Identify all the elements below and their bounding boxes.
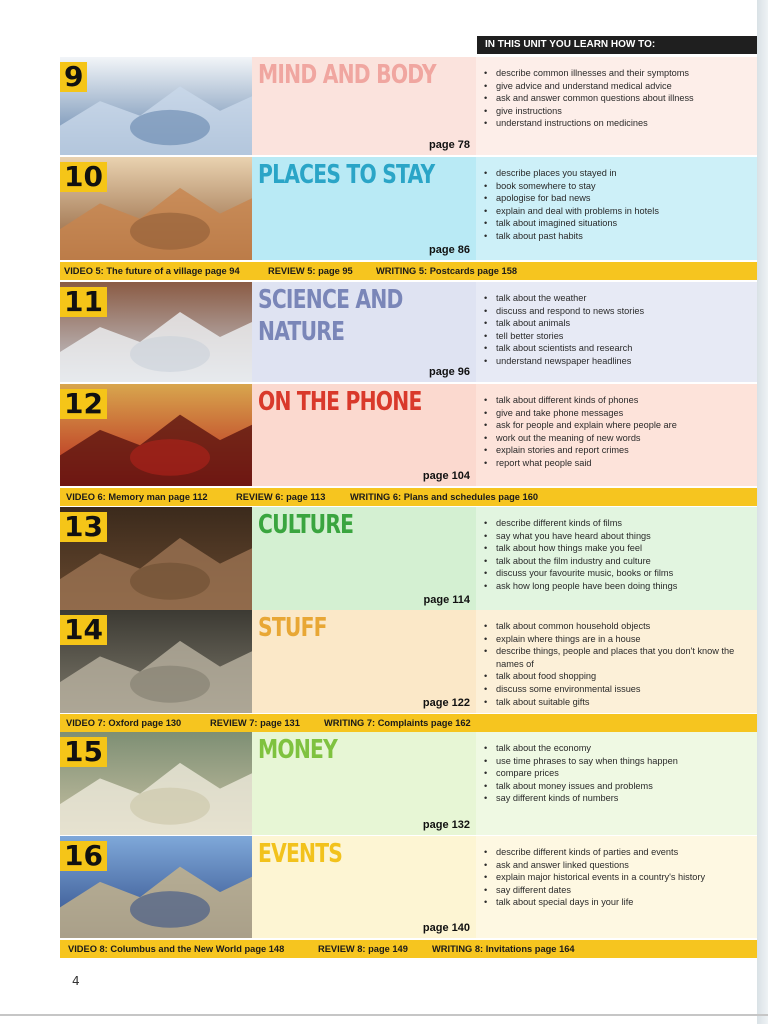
- video-ref: VIDEO 7: Oxford page 130: [66, 718, 182, 728]
- goal-item: • ask for people and explain where people are: [496, 419, 749, 432]
- unit-goals: [476, 282, 757, 382]
- unit-row-16: [60, 836, 757, 938]
- goal-item: • talk about food shopping: [496, 670, 749, 683]
- goal-item: • describe places you stayed in: [496, 167, 749, 180]
- unit-page-ref: page 104: [422, 470, 470, 482]
- goal-item: • talk about suitable gifts: [496, 696, 749, 709]
- goal-item: • describe different kinds of films: [496, 517, 749, 530]
- goals-list: [476, 610, 757, 708]
- video-ref: VIDEO 6: Memory man page 112: [66, 492, 208, 502]
- goal-item: • talk about different kinds of phones: [496, 394, 749, 407]
- goal-item: • understand newspaper headlines: [496, 355, 749, 368]
- unit-number: 11: [60, 287, 107, 317]
- goal-item: • talk about the film industry and culture: [496, 555, 749, 568]
- review-ref: REVIEW 5: page 95: [268, 266, 353, 276]
- unit-title: STUFF: [258, 613, 327, 643]
- goal-item: • talk about common household objects: [496, 620, 749, 633]
- unit-page-ref: page 132: [422, 819, 470, 831]
- goals-list: [476, 836, 757, 909]
- goal-item: • discuss and respond to news stories: [496, 305, 749, 318]
- goal-item: • talk about how things make you feel: [496, 542, 749, 555]
- goals-list: [476, 57, 757, 130]
- goal-item: • give instructions: [496, 105, 749, 118]
- goal-item: • talk about past habits: [496, 230, 749, 243]
- unit-row-12: [60, 384, 757, 486]
- unit-title-panel: [252, 610, 476, 713]
- goal-item: • work out the meaning of new words: [496, 432, 749, 445]
- goals-list: [476, 384, 757, 470]
- unit-number: 14: [60, 615, 107, 645]
- goal-item: • talk about money issues and problems: [496, 780, 749, 793]
- unit-page-ref: page 114: [423, 594, 470, 606]
- unit-page-ref: page 122: [422, 697, 470, 709]
- video-ref: VIDEO 5: The future of a village page 94: [64, 266, 240, 276]
- goal-item: • explain where things are in a house: [496, 633, 749, 646]
- goal-item: • discuss some environmental issues: [496, 683, 749, 696]
- unit-title: PLACES TO STAY: [258, 160, 435, 190]
- writing-ref: WRITING 5: Postcards page 158: [376, 266, 518, 276]
- unit-row-9: [60, 57, 757, 155]
- unit-page-ref: page 96: [429, 366, 470, 378]
- unit-title-panel: [252, 157, 476, 260]
- unit-title-panel: [252, 384, 476, 486]
- writing-ref: WRITING 8: Invitations page 164: [432, 944, 575, 954]
- unit-number: 15: [60, 737, 107, 767]
- goal-item: • say what you have heard about things: [496, 530, 749, 543]
- unit-number: 13: [60, 512, 107, 542]
- goal-item: • talk about imagined situations: [496, 217, 749, 230]
- unit-title-panel: [252, 282, 476, 382]
- goal-item: • give and take phone messages: [496, 407, 749, 420]
- unit-title: EVENTS: [258, 839, 343, 869]
- unit-title-panel: [252, 732, 476, 835]
- video-review-writing-strip: [60, 262, 757, 280]
- review-ref: REVIEW 8: page 149: [318, 944, 408, 954]
- unit-goals: [476, 610, 757, 713]
- goal-item: • talk about special days in your life: [496, 896, 749, 909]
- unit-row-11: [60, 282, 757, 382]
- goal-item: • talk about the weather: [496, 292, 749, 305]
- unit-title: MIND AND BODY: [258, 60, 436, 90]
- unit-page-ref: page 140: [422, 922, 470, 934]
- unit-number: 10: [60, 162, 107, 192]
- goal-item: • book somewhere to stay: [496, 180, 749, 193]
- unit-title: CULTURE: [258, 510, 354, 540]
- writing-ref: WRITING 7: Complaints page 162: [324, 718, 471, 728]
- unit-number: 16: [60, 841, 107, 871]
- goal-item: • compare prices: [496, 767, 749, 780]
- unit-title-panel: [252, 836, 476, 938]
- goal-item: • describe different kinds of parties and events: [496, 846, 749, 859]
- goal-item: • describe things, people and places that you don't know the names of: [496, 645, 749, 670]
- unit-goals: [476, 507, 757, 610]
- goal-item: • say different dates: [496, 884, 749, 897]
- unit-goals-header: IN THIS UNIT YOU LEARN HOW TO:: [477, 36, 757, 54]
- goal-item: • explain major historical events in a country's history: [496, 871, 749, 884]
- goal-item: • talk about scientists and research: [496, 342, 749, 355]
- goal-item: • explain and deal with problems in hotels: [496, 205, 749, 218]
- review-ref: REVIEW 7: page 131: [210, 718, 300, 728]
- unit-title: MONEY: [258, 735, 338, 765]
- unit-goals: [476, 57, 757, 155]
- unit-title: SCIENCE AND NATURE: [258, 285, 403, 347]
- unit-goals: [476, 836, 757, 938]
- unit-page-ref: page 86: [429, 244, 470, 256]
- goals-list: [476, 507, 757, 593]
- goal-item: • discuss your favourite music, books or films: [496, 567, 749, 580]
- goal-item: • ask how long people have been doing things: [496, 580, 749, 593]
- video-ref: VIDEO 8: Columbus and the New World page 148: [68, 944, 285, 954]
- goal-item: • understand instructions on medicines: [496, 117, 749, 130]
- unit-goals: [476, 384, 757, 486]
- goal-item: • say different kinds of numbers: [496, 792, 749, 805]
- page-edge: [757, 0, 768, 1024]
- goals-list: [476, 732, 757, 805]
- unit-goals: [476, 157, 757, 260]
- goal-item: • tell better stories: [496, 330, 749, 343]
- review-ref: REVIEW 6: page 113: [236, 492, 326, 502]
- goal-item: • ask and answer linked questions: [496, 859, 749, 872]
- goal-item: • give advice and understand medical advice: [496, 80, 749, 93]
- unit-row-14: [60, 610, 757, 713]
- unit-title-panel: [252, 57, 476, 155]
- footer-rule: [0, 1014, 768, 1016]
- unit-row-15: [60, 732, 757, 835]
- goals-list: [476, 282, 757, 368]
- video-review-writing-strip: [60, 714, 757, 732]
- unit-title: ON THE PHONE: [258, 387, 422, 417]
- video-review-writing-strip: [60, 488, 757, 506]
- unit-page-ref: page 78: [429, 139, 470, 151]
- goal-item: • apologise for bad news: [496, 192, 749, 205]
- unit-number: 9: [60, 62, 87, 92]
- unit-row-13: [60, 507, 757, 610]
- goal-item: • describe common illnesses and their symptoms: [496, 67, 749, 80]
- goal-item: • use time phrases to say when things happen: [496, 755, 749, 768]
- unit-photo: [60, 57, 252, 155]
- goal-item: • report what people said: [496, 457, 749, 470]
- unit-number: 12: [60, 389, 107, 419]
- goal-item: • talk about the economy: [496, 742, 749, 755]
- writing-ref: WRITING 6: Plans and schedules page 160: [350, 492, 539, 502]
- page-number: 4: [72, 974, 80, 988]
- goal-item: • explain stories and report crimes: [496, 444, 749, 457]
- goal-item: • talk about animals: [496, 317, 749, 330]
- unit-title-panel: [252, 507, 476, 610]
- unit-row-10: [60, 157, 757, 260]
- video-review-writing-strip: [60, 940, 757, 958]
- goals-list: [476, 157, 757, 243]
- goal-item: • ask and answer common questions about illness: [496, 92, 749, 105]
- unit-goals: [476, 732, 757, 835]
